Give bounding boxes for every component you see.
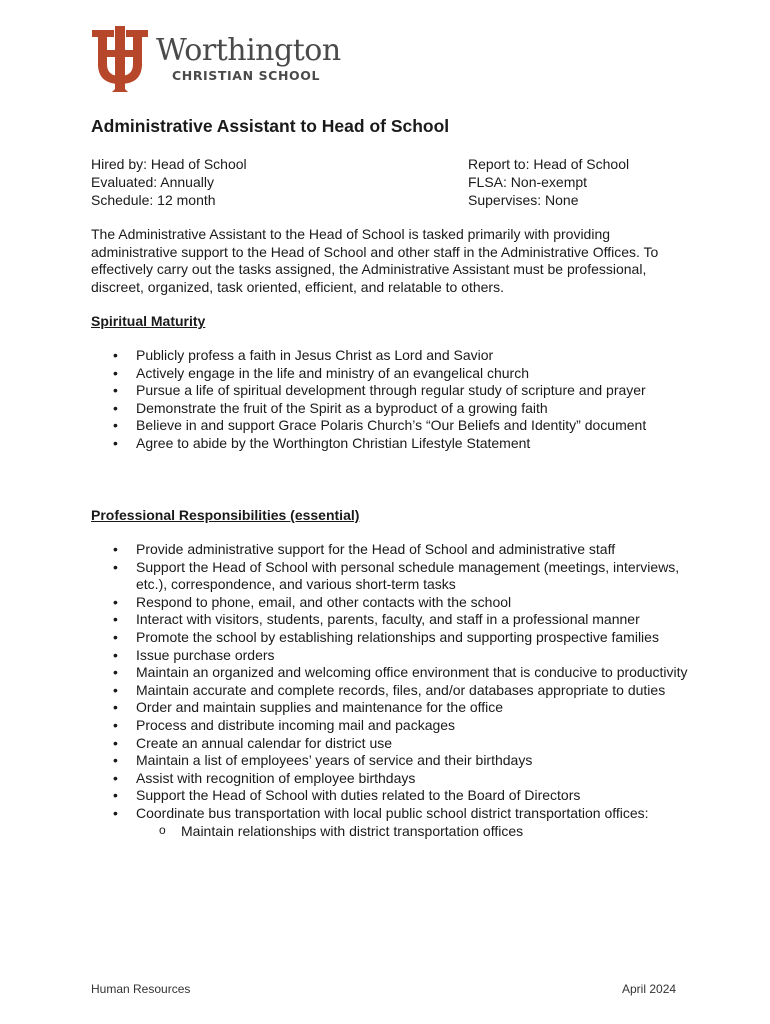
list-item: • Maintain a list of employees’ years of service and their birthdays [91,752,691,770]
school-logo [90,26,350,94]
list-item: • Promote the school by establishing relationships and supporting prospective families [91,629,691,647]
school-crest-icon [90,26,152,92]
list-item: • Order and maintain supplies and maintenance for the office [91,699,691,717]
professional-responsibilities-heading: Professional Responsibilities (essential) [91,507,360,523]
list-item: • Pursue a life of spiritual development through regular study of scripture and prayer [91,382,691,400]
page-title: Administrative Assistant to Head of School [91,116,450,136]
professional-responsibilities-list [91,541,691,840]
list-item: • Process and distribute incoming mail and packages [91,717,691,735]
list-item: • Provide administrative support for the Head of School and administrative staff [91,541,691,559]
list-item: • Assist with recognition of employee birthdays [91,770,691,788]
list-item: • Publicly profess a faith in Jesus Christ as Lord and Savior [91,347,691,365]
footer-date: April 2024 [622,982,677,996]
list-item: • Maintain accurate and complete records, files, and/or databases appropriate to duties [91,682,691,700]
intro-paragraph: The Administrative Assistant to the Head of School is tasked primarily with providing administrative support to the Head of School and other staff in the Administrative Offices. To effectively carry out the tasks assigned, the Administrative Assistant must be professional, discreet, organized, task oriented, efficient, and relatable to others. [91,226,659,295]
list-item: • Demonstrate the fruit of the Spirit as a byproduct of a growing faith [91,400,691,418]
meta-flsa: FLSA: Non-exempt [468,174,588,190]
sub-list-item: o Maintain relationships with district transportation offices [91,823,691,841]
logo-subtitle: CHRISTIAN SCHOOL [172,68,321,83]
meta-report-to: Report to: Head of School [468,156,630,172]
footer-department: Human Resources [91,982,191,996]
meta-evaluated: Evaluated: Annually [91,174,214,190]
list-item: • Create an annual calendar for district use [91,735,691,753]
meta-left-column [91,155,247,209]
list-item: • Respond to phone, email, and other contacts with the school [91,594,691,612]
list-item: • Actively engage in the life and ministry of an evangelical church [91,365,691,383]
list-item: • Believe in and support Grace Polaris Church’s “Our Beliefs and Identity” document [91,417,691,435]
logo-wordmark: Worthington [156,33,341,68]
meta-schedule: Schedule: 12 month [91,192,216,208]
meta-supervises: Supervises: None [468,192,579,208]
list-item: • Agree to abide by the Worthington Christian Lifestyle Statement [91,435,691,453]
spiritual-maturity-list [91,347,691,453]
list-item: • Interact with visitors, students, parents, faculty, and staff in a professional manner [91,611,691,629]
meta-hired-by: Hired by: Head of School [91,156,247,172]
list-item: • Coordinate bus transportation with local public school district transportation offices: [91,805,691,823]
spiritual-maturity-heading: Spiritual Maturity [91,313,206,329]
list-item: • Issue purchase orders [91,647,691,665]
meta-right-column [468,155,629,209]
list-item: • Support the Head of School with duties related to the Board of Directors [91,787,691,805]
list-item: • Support the Head of School with personal schedule management (meetings, interviews, etc.), correspondence, and various short-term tasks [91,559,691,594]
list-item: • Maintain an organized and welcoming office environment that is conducive to productivity [91,664,691,682]
